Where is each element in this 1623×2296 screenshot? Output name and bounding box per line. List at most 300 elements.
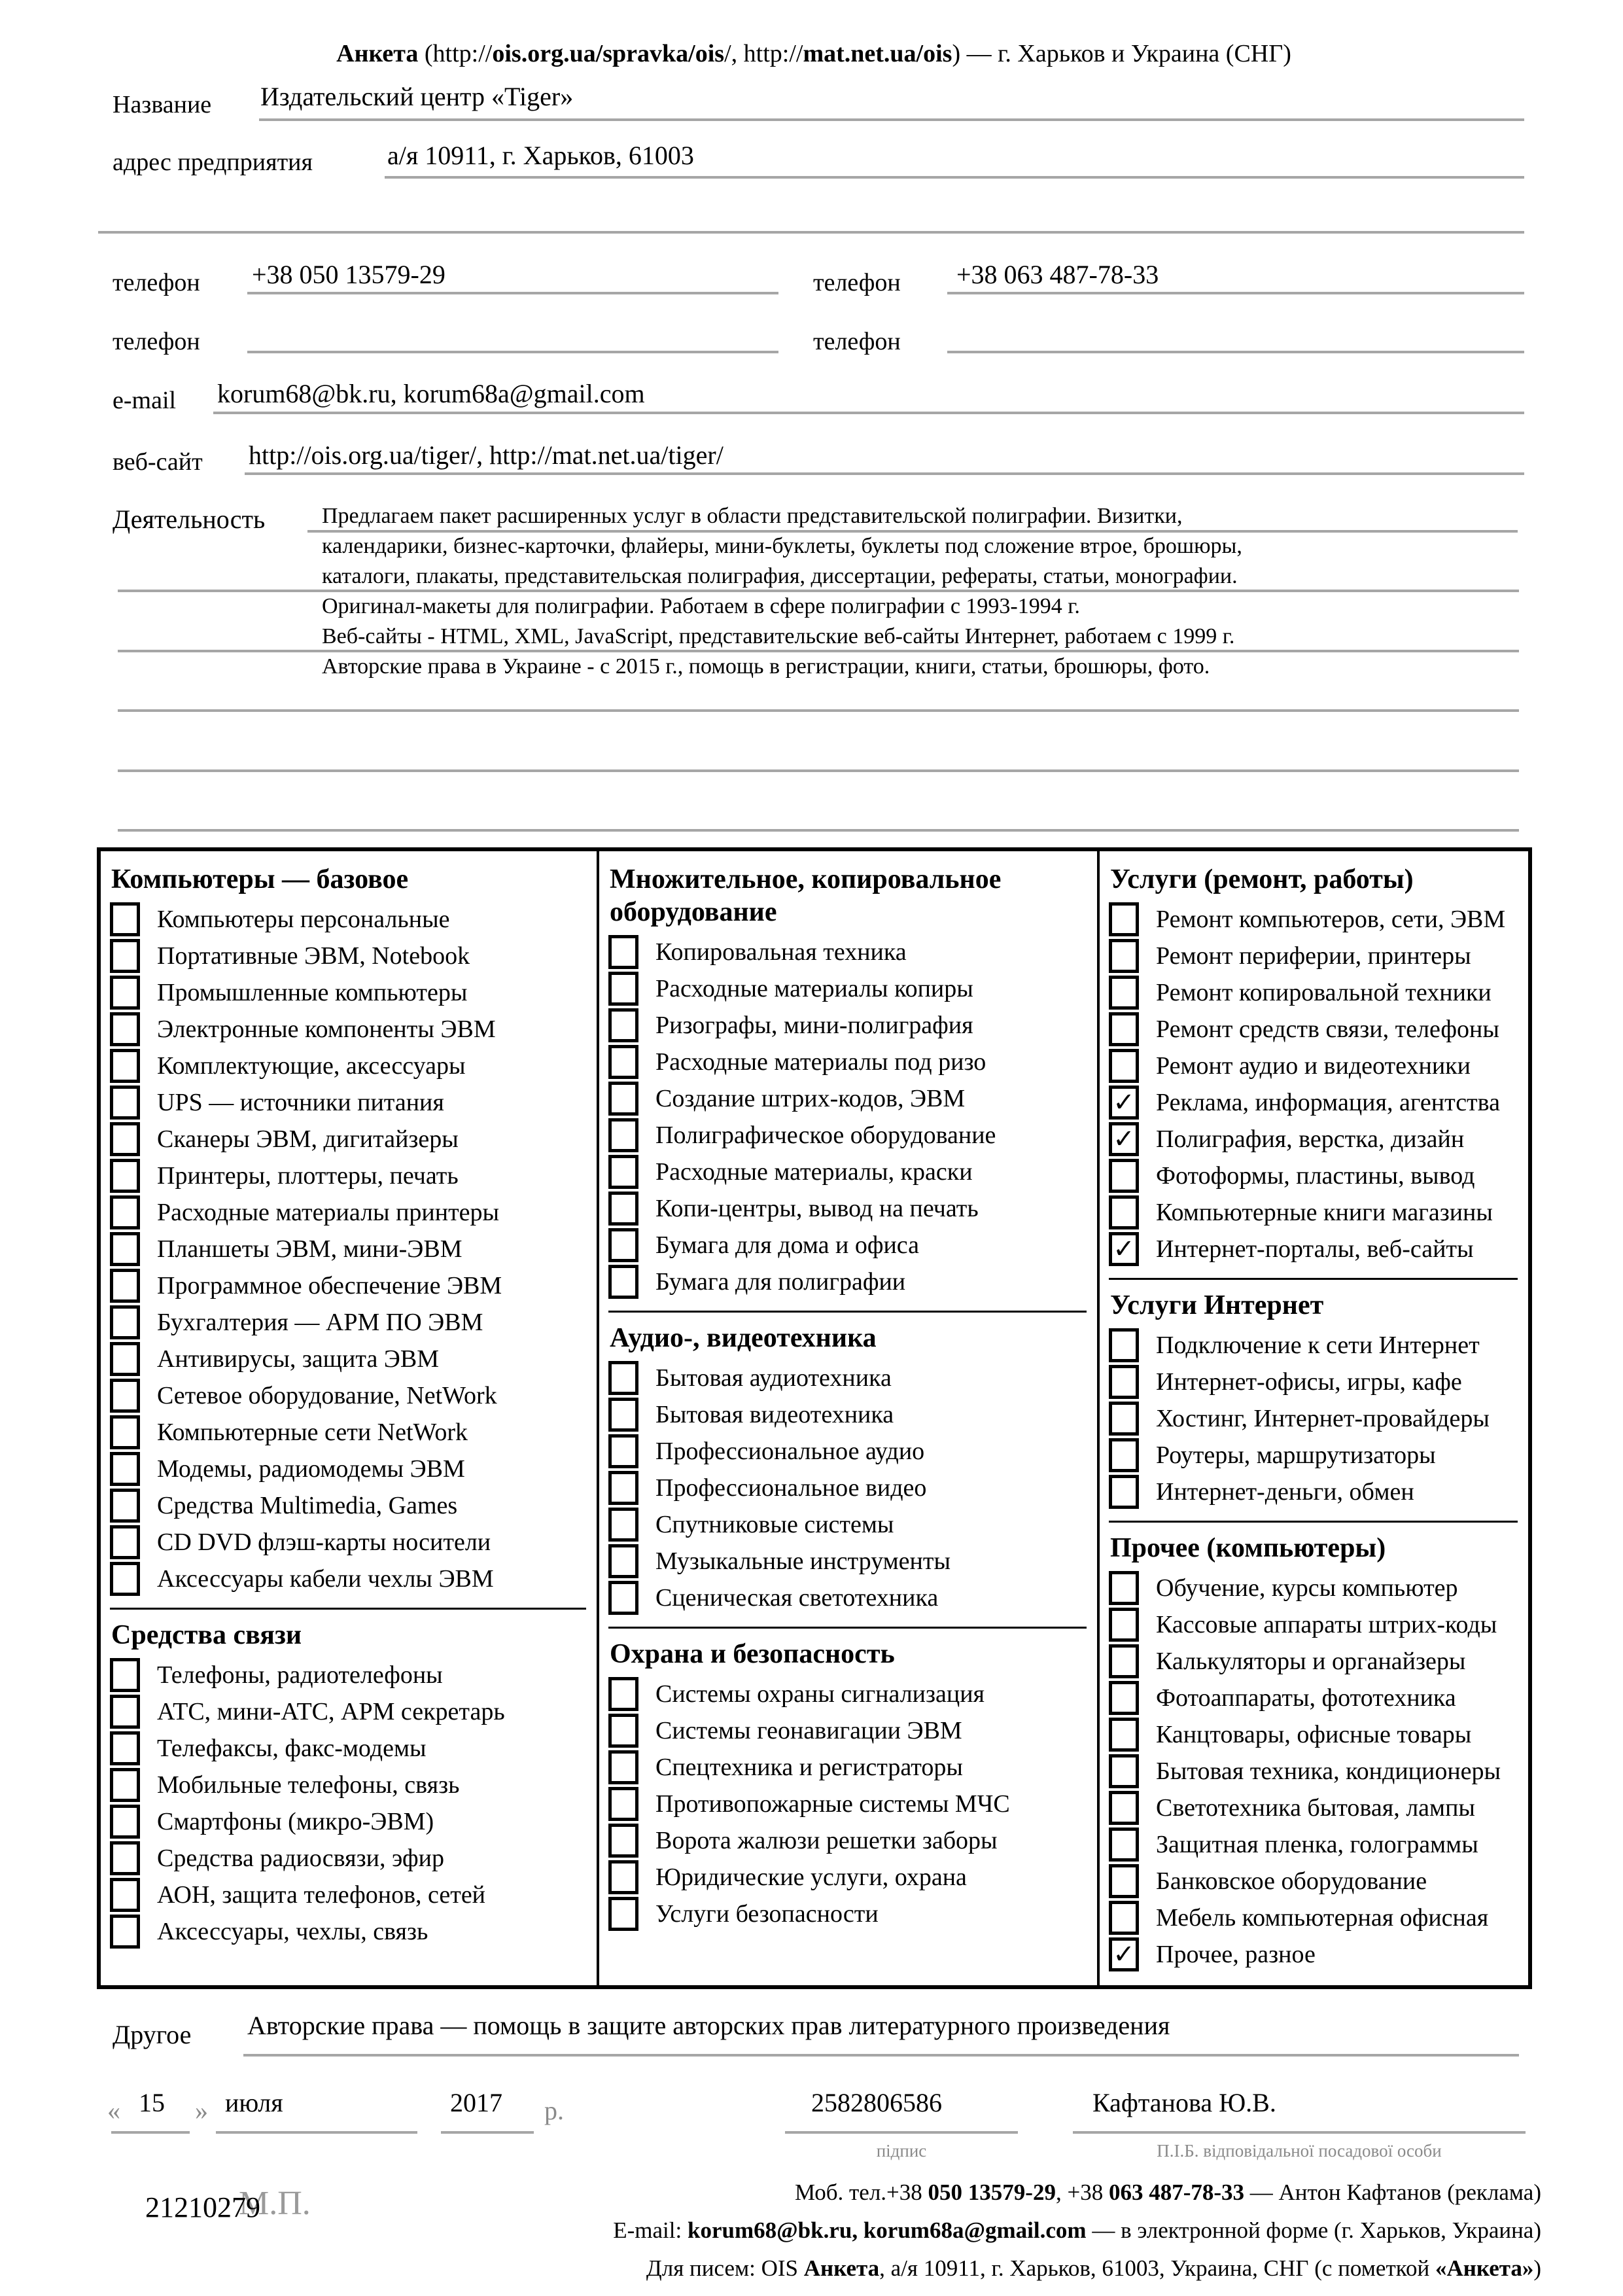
checkbox-label: Бумага для полиграфии	[655, 1268, 906, 1296]
checkbox-label: Копировальная техника	[655, 938, 907, 966]
address-value: а/я 10911, г. Харьков, 61003	[387, 141, 694, 170]
checklist-item	[1109, 1680, 1518, 1716]
email-bold: korum68@bk.ru, korum68a@gmail.com	[687, 2217, 1087, 2243]
checklist-item	[1109, 1790, 1518, 1826]
address-underline[interactable]	[385, 176, 1524, 179]
checkbox[interactable]	[608, 1544, 638, 1578]
checklist-item	[110, 1524, 591, 1561]
date-day-underline[interactable]	[111, 2131, 190, 2134]
anketa-bold: Анкета	[803, 2255, 880, 2281]
checkbox-label: Хостинг, Интернет-провайдеры	[1156, 1405, 1490, 1432]
checkbox[interactable]	[1109, 902, 1139, 936]
checkbox-label: Аксессуары кабели чехлы ЭВМ	[157, 1565, 494, 1593]
stamp-placeholder: М.П.	[239, 2185, 311, 2222]
text-segment: — в электронной форме (г. Харьков, Украина)	[1086, 2217, 1541, 2243]
checkbox[interactable]	[1109, 1438, 1139, 1472]
checkbox[interactable]	[608, 1750, 638, 1784]
checkbox[interactable]	[608, 1082, 638, 1116]
checkbox-label: Антивирусы, защита ЭВМ	[157, 1345, 440, 1373]
title-segment: ) — г. Харьков и Украина (СНГ)	[952, 40, 1291, 67]
phone3-label: телефон	[113, 328, 200, 355]
checkbox[interactable]	[110, 1915, 140, 1949]
checklist-item	[110, 1803, 586, 1840]
category-section	[608, 863, 1092, 1300]
checklist-item	[1109, 1364, 1518, 1400]
phone-bold: 050 13579-29	[928, 2180, 1056, 2205]
checkbox-label: Аксессуары, чехлы, связь	[157, 1918, 428, 1945]
checkbox[interactable]	[110, 1562, 140, 1596]
checkbox-label: Телефаксы, факс-модемы	[157, 1735, 427, 1762]
checkbox-label: Мобильные телефоны, связь	[157, 1771, 460, 1799]
official-caption: П.І.Б. відповідальної посадової особи	[1157, 2141, 1442, 2161]
checkbox-label: Бытовая видеотехника	[655, 1401, 894, 1428]
text-segment: E-mail:	[613, 2217, 688, 2243]
checkbox-label: Интернет-порталы, веб-сайты	[1156, 1235, 1474, 1263]
checklist-item	[110, 1267, 591, 1304]
checklist-item	[110, 1011, 591, 1048]
checkbox[interactable]	[608, 1265, 638, 1299]
category-section	[110, 1608, 586, 1950]
checkbox[interactable]	[1109, 1571, 1139, 1605]
checkbox[interactable]	[110, 1878, 140, 1912]
category-section	[608, 1627, 1087, 1932]
date-year-underline[interactable]	[441, 2131, 534, 2134]
checkbox-label: Фотоаппараты, фототехника	[1156, 1684, 1456, 1712]
checkbox[interactable]	[1109, 1644, 1139, 1678]
checklist-item	[110, 1414, 591, 1451]
checkbox-label: Роутеры, маршрутизаторы	[1156, 1441, 1436, 1469]
contact-line-email	[589, 2212, 1541, 2250]
checklist-item	[608, 1822, 1087, 1859]
checklist-item	[608, 1227, 1092, 1263]
checkbox-label: Калькуляторы и органайзеры	[1156, 1648, 1466, 1675]
checkbox-label: Расходные материалы принтеры	[157, 1199, 500, 1226]
checkbox-label: Ремонт компьютеров, сети, ЭВМ	[1156, 906, 1506, 933]
checklist-item	[1109, 1863, 1518, 1899]
checkbox-label: Сканеры ЭВМ, дигитайзеры	[157, 1125, 459, 1153]
checkbox[interactable]	[608, 1787, 638, 1821]
checkbox[interactable]	[110, 1379, 140, 1413]
phone1-label: телефон	[113, 269, 200, 296]
text-segment: Моб. тел.+38	[794, 2180, 928, 2205]
phone-bold: 063 487-78-33	[1108, 2180, 1245, 2205]
activity-rule[interactable]	[118, 829, 1519, 832]
checklist-item	[110, 1693, 586, 1730]
checkbox[interactable]	[608, 1155, 638, 1189]
checklist-item	[1109, 1194, 1523, 1231]
category-column-copying	[599, 851, 1100, 1985]
checkbox[interactable]	[608, 1824, 638, 1858]
checkbox-label: Промышленные компьютеры	[157, 979, 468, 1006]
checkbox[interactable]	[608, 935, 638, 969]
checkbox[interactable]	[110, 1658, 140, 1692]
checklist-item	[1109, 901, 1523, 938]
phone2-label: телефон	[813, 269, 901, 296]
checklist-item	[1109, 1157, 1523, 1194]
checkbox[interactable]	[608, 972, 638, 1006]
checklist-item	[1109, 1606, 1518, 1643]
checkbox[interactable]	[110, 1049, 140, 1083]
checklist-item	[608, 934, 1092, 970]
checklist-item	[1109, 1899, 1518, 1936]
activity-line: календарики, бизнес-карточки, флайеры, мини-буклеты, буклеты под сложение втрое, брошюры,	[322, 534, 1242, 558]
section-title: Прочее (компьютеры)	[1110, 1533, 1386, 1563]
address-label: адрес предприятия	[113, 149, 313, 176]
checkbox[interactable]	[1109, 1159, 1139, 1193]
phone1-underline[interactable]	[247, 292, 778, 294]
section-title: Услуги (ремонт, работы)	[1110, 864, 1414, 894]
checkbox[interactable]	[1109, 1608, 1139, 1642]
section-title: Средства связи	[111, 1620, 302, 1650]
title-segment: /, http://	[724, 40, 803, 67]
checkbox-label: Расходные материалы копиры	[655, 975, 973, 1002]
checklist-item	[110, 1767, 586, 1803]
checkbox[interactable]	[1109, 1328, 1139, 1362]
checkbox-label: Интернет-офисы, игры, кафе	[1156, 1368, 1462, 1396]
checkbox-label: Программное обеспечение ЭВМ	[157, 1272, 502, 1299]
other-value: Авторские права — помощь в защите авторских прав литературного произведения	[247, 2011, 1170, 2040]
checkbox[interactable]	[608, 1045, 638, 1079]
checkbox-label: Интернет-деньги, обмен	[1156, 1478, 1414, 1506]
checkbox-label: CD DVD флэш-карты носители	[157, 1528, 491, 1556]
name-underline[interactable]	[259, 118, 1524, 121]
checkbox-label: Бытовая аудиотехника	[655, 1364, 892, 1392]
checkbox[interactable]	[110, 1489, 140, 1523]
activity-line: Оригинал-макеты для полиграфии. Работаем в сфере полиграфии с 1993-1994 г.	[322, 594, 1080, 618]
checkbox-label: Средства Multimedia, Games	[157, 1492, 458, 1519]
checklist-item	[608, 1676, 1087, 1712]
checkbox[interactable]	[1109, 1681, 1139, 1715]
checkbox-label: Электронные компоненты ЭВМ	[157, 1016, 496, 1043]
checkbox-label: Прочее, разное	[1156, 1941, 1316, 1968]
checklist-item	[1109, 1570, 1518, 1606]
checkbox-label: Компьютерные сети NetWork	[157, 1419, 468, 1446]
checkbox[interactable]	[110, 1195, 140, 1229]
signature-underline[interactable]	[785, 2131, 1018, 2134]
checklist-item	[110, 1231, 591, 1267]
category-table	[97, 847, 1532, 1989]
checkbox-label: Сетевое оборудование, NetWork	[157, 1382, 497, 1409]
checkbox[interactable]	[110, 1269, 140, 1303]
checkbox-label: Ремонт периферии, принтеры	[1156, 942, 1471, 970]
checkbox[interactable]	[1109, 1475, 1139, 1509]
checkbox-label: Модемы, радиомодемы ЭВМ	[157, 1455, 465, 1483]
checkbox[interactable]: ✓	[1109, 1122, 1139, 1156]
checklist-item	[608, 1080, 1092, 1117]
checkbox[interactable]	[608, 1677, 638, 1711]
checkbox-label: Полиграфическое оборудование	[655, 1122, 996, 1149]
checkbox[interactable]	[1109, 1195, 1139, 1229]
checklist-item	[608, 970, 1092, 1007]
official-name: Кафтанова Ю.В.	[1092, 2088, 1276, 2117]
checklist-item	[1109, 1936, 1518, 1973]
checkbox-label: Смартфоны (микро-ЭВМ)	[157, 1808, 434, 1835]
checklist-item	[608, 1749, 1087, 1786]
checkbox-label: Спецтехника и регистраторы	[655, 1754, 963, 1781]
website-label: веб-сайт	[113, 448, 203, 476]
contact-line-mail-address	[589, 2250, 1541, 2287]
checklist-item	[110, 1304, 591, 1341]
activity-line: Предлагаем пакет расширенных услуг в области представительской полиграфии. Визитки,	[322, 504, 1183, 528]
checkbox[interactable]	[110, 1012, 140, 1046]
checkbox[interactable]	[608, 1581, 638, 1615]
checkbox[interactable]	[1109, 1012, 1139, 1046]
checklist-item	[110, 1451, 591, 1487]
checkbox-label: Расходные материалы, краски	[655, 1158, 973, 1186]
checklist-item	[110, 974, 591, 1011]
checkbox[interactable]	[1109, 1901, 1139, 1935]
official-underline[interactable]	[1073, 2131, 1526, 2134]
anketa-bold: «Анкета»	[1435, 2255, 1534, 2281]
checkbox[interactable]	[1109, 1049, 1139, 1083]
checklist-item	[110, 901, 591, 938]
checklist-item	[1109, 938, 1523, 974]
checkbox[interactable]	[110, 939, 140, 973]
checkbox-label: Создание штрих-кодов, ЭВМ	[655, 1085, 966, 1112]
title-url-1: ois.org.ua/spravka/ois	[492, 40, 725, 67]
checklist-item	[608, 1896, 1087, 1932]
checkbox[interactable]	[110, 902, 140, 936]
category-column-services	[1100, 851, 1528, 1985]
checkbox[interactable]	[1109, 939, 1139, 973]
checkbox[interactable]	[608, 1471, 638, 1505]
checklist-item	[110, 1121, 591, 1157]
checkbox[interactable]	[608, 1860, 638, 1894]
checkbox-label: Планшеты ЭВМ, мини-ЭВМ	[157, 1235, 462, 1263]
checkbox[interactable]: ✓	[1109, 1232, 1139, 1266]
phone4-label: телефон	[813, 328, 901, 355]
checkbox-label: Противопожарные системы МЧС	[655, 1790, 1010, 1818]
checkbox[interactable]	[110, 1452, 140, 1486]
activity-label: Деятельность	[113, 504, 266, 534]
category-section	[1109, 1521, 1518, 1973]
checkbox-label: Ворота жалюзи решетки заборы	[655, 1827, 998, 1854]
category-section	[1109, 1278, 1518, 1510]
checklist-item	[608, 1263, 1092, 1300]
checklist-item	[110, 1487, 591, 1524]
checkbox[interactable]	[110, 1731, 140, 1765]
checklist-item	[608, 1117, 1092, 1154]
checkbox-label: Расходные материалы под ризо	[655, 1048, 986, 1076]
other-underline[interactable]	[243, 2054, 1519, 2057]
checkbox[interactable]	[110, 1695, 140, 1729]
name-value: Издательский центр «Tiger»	[260, 82, 574, 111]
other-label: Другое	[113, 2020, 192, 2049]
signature-value: 2582806586	[811, 2088, 942, 2117]
checkbox[interactable]: ✓	[1109, 1937, 1139, 1971]
checklist-item	[110, 1194, 591, 1231]
date-month-underline[interactable]	[216, 2131, 417, 2134]
section-title: Множительное, копировальное оборудование	[610, 864, 1002, 927]
checkbox[interactable]	[608, 1398, 638, 1432]
date-close-quote: »	[195, 2096, 208, 2125]
text-segment: )	[1533, 2255, 1541, 2281]
text-segment: Для писем: OIS	[646, 2255, 804, 2281]
checkbox-label: Компьютеры персональные	[157, 906, 450, 933]
checkbox[interactable]	[1109, 1828, 1139, 1862]
checkbox[interactable]	[608, 1361, 638, 1395]
checkbox-label: Светотехника бытовая, лампы	[1156, 1794, 1475, 1822]
checkbox-label: АОН, защита телефонов, сетей	[157, 1881, 486, 1909]
checkbox[interactable]	[110, 1525, 140, 1559]
checklist-item	[608, 1396, 1087, 1433]
checklist-item	[110, 1084, 591, 1121]
name-label: Название	[113, 91, 212, 118]
checklist-item	[608, 1786, 1087, 1822]
checkbox[interactable]	[608, 1434, 638, 1468]
checkbox[interactable]	[110, 1086, 140, 1120]
form-title: Анкета	[336, 40, 419, 67]
category-column-computers	[101, 851, 599, 1985]
checkbox[interactable]	[110, 1415, 140, 1449]
checkbox[interactable]: ✓	[1109, 1086, 1139, 1120]
checkbox-label: Бытовая техника, кондиционеры	[1156, 1757, 1501, 1785]
email-underline[interactable]	[213, 412, 1524, 414]
checkbox[interactable]	[110, 1305, 140, 1339]
date-month: июля	[225, 2088, 283, 2117]
checkbox[interactable]	[110, 1841, 140, 1875]
contact-line-phones	[589, 2174, 1541, 2212]
checkbox-label: Канцтовары, офисные товары	[1156, 1721, 1472, 1748]
section-title: Охрана и безопасность	[610, 1639, 895, 1669]
checklist-item	[110, 1840, 586, 1877]
checkbox[interactable]	[608, 1118, 638, 1152]
checklist-item	[110, 1877, 586, 1913]
checklist-item	[110, 1341, 591, 1377]
email-value: korum68@bk.ru, korum68a@gmail.com	[217, 379, 645, 408]
checkbox-label: Бухгалтерия — АРМ ПО ЭВМ	[157, 1309, 483, 1336]
checkbox-label: Музыкальные инструменты	[655, 1547, 951, 1575]
text-segment: , а/я 10911, г. Харьков, 61003, Украина, СНГ (с пометкой	[879, 2255, 1435, 2281]
checklist-item	[110, 1657, 586, 1693]
address-extra-line[interactable]	[98, 231, 1524, 234]
checkbox[interactable]	[608, 1714, 638, 1748]
checkbox-label: Ремонт аудио и видеотехники	[1156, 1052, 1471, 1080]
category-section	[1109, 863, 1523, 1267]
checkbox-label: Компьютерные книги магазины	[1156, 1199, 1493, 1226]
checkbox[interactable]	[110, 1805, 140, 1839]
checkbox-label: Комплектующие, аксессуары	[157, 1052, 466, 1080]
activity-line: каталоги, плакаты, представительская полиграфия, диссертации, рефераты, статьи, монографии.	[322, 564, 1238, 588]
checklist-item	[1109, 1400, 1518, 1437]
checkbox[interactable]	[110, 976, 140, 1010]
checkbox[interactable]	[608, 1508, 638, 1542]
checkbox-label: Полиграфия, верстка, дизайн	[1156, 1125, 1465, 1153]
checkbox-label: Фотоформы, пластины, вывод	[1156, 1162, 1475, 1190]
checkbox-label: UPS — источники питания	[157, 1089, 444, 1116]
checkbox[interactable]	[1109, 1402, 1139, 1436]
checklist-item	[608, 1360, 1087, 1396]
activity-rule[interactable]	[118, 769, 1519, 772]
checkbox[interactable]	[608, 1192, 638, 1226]
checklist-item	[608, 1470, 1087, 1506]
website-underline[interactable]	[245, 472, 1524, 475]
checkbox-label: Мебель компьютерная офисная	[1156, 1904, 1489, 1932]
checklist-item	[1109, 1048, 1523, 1084]
phone4-underline[interactable]	[947, 351, 1524, 353]
checkbox[interactable]	[110, 1159, 140, 1193]
checklist-item	[1109, 1231, 1523, 1267]
checkbox-label: АТС, мини-АТС, АРМ секретарь	[157, 1698, 505, 1725]
checkbox-label: Реклама, информация, агентства	[1156, 1089, 1500, 1116]
checkbox[interactable]	[1109, 1754, 1139, 1788]
signature-caption: підпис	[876, 2141, 927, 2161]
contact-block	[589, 2174, 1541, 2287]
checkbox-label: Ремонт копировальной техники	[1156, 979, 1492, 1006]
section-title: Услуги Интернет	[1110, 1290, 1324, 1320]
checkbox[interactable]	[110, 1768, 140, 1802]
checkbox-label: Профессиональное видео	[655, 1474, 927, 1502]
checkbox-label: Средства радиосвязи, эфир	[157, 1845, 444, 1872]
checklist-item	[110, 1913, 586, 1950]
checkbox-label: Системы геонавигации ЭВМ	[655, 1717, 962, 1744]
section-title: Аудио-, видеотехника	[610, 1323, 877, 1353]
checkbox-label: Защитная пленка, голограммы	[1156, 1831, 1478, 1858]
text-segment: , +38	[1055, 2180, 1109, 2205]
checkbox[interactable]	[608, 1897, 638, 1931]
checklist-item	[608, 1580, 1087, 1616]
checkbox-label: Кассовые аппараты штрих-коды	[1156, 1611, 1497, 1638]
checklist-item	[110, 938, 591, 974]
checkbox[interactable]	[110, 1122, 140, 1156]
checkbox[interactable]	[1109, 976, 1139, 1010]
checkbox-label: Услуги безопасности	[655, 1900, 879, 1928]
date-day: 15	[139, 2088, 165, 2117]
checkbox[interactable]	[608, 1008, 638, 1042]
phone1-value: +38 050 13579-29	[252, 260, 445, 289]
title-segment: (http://	[418, 40, 493, 67]
form-title-line	[97, 39, 1531, 68]
checklist-item	[608, 1543, 1087, 1580]
email-label: e-mail	[113, 387, 177, 414]
checklist-item	[608, 1154, 1092, 1190]
checklist-item	[608, 1859, 1087, 1896]
checkbox[interactable]	[110, 1342, 140, 1376]
checklist-item	[110, 1377, 591, 1414]
checklist-item	[1109, 1753, 1518, 1790]
checklist-item	[608, 1190, 1092, 1227]
activity-line: Веб-сайты - HTML, XML, JavaScript, представительские веб-сайты Интернет, работаем с 1999 г.	[322, 624, 1235, 648]
category-section	[608, 1311, 1087, 1616]
checklist-item	[110, 1048, 591, 1084]
checklist-item	[110, 1561, 591, 1597]
checklist-item	[1109, 1643, 1518, 1680]
checkbox-label: Спутниковые системы	[655, 1511, 894, 1538]
activity-text	[322, 501, 1480, 682]
phone2-underline[interactable]	[947, 292, 1524, 294]
checkbox[interactable]	[608, 1228, 638, 1262]
phone2-value: +38 063 487-78-33	[956, 260, 1159, 289]
activity-rule[interactable]	[118, 709, 1519, 712]
checklist-item	[1109, 1121, 1523, 1157]
checkbox-label: Сценическая светотехника	[655, 1584, 939, 1612]
checkbox-label: Портативные ЭВМ, Notebook	[157, 942, 470, 970]
checklist-item	[1109, 1826, 1518, 1863]
checkbox-label: Копи-центры, вывод на печать	[655, 1195, 979, 1222]
checkbox-label: Системы охраны сигнализация	[655, 1680, 985, 1708]
checkbox[interactable]	[1109, 1718, 1139, 1752]
checklist-item	[608, 1506, 1087, 1543]
checkbox[interactable]	[1109, 1864, 1139, 1898]
checkbox[interactable]	[1109, 1365, 1139, 1399]
checkbox[interactable]	[1109, 1791, 1139, 1825]
checklist-item	[1109, 1716, 1518, 1753]
checklist-item	[1109, 1084, 1523, 1121]
checkbox-label: Ремонт средств связи, телефоны	[1156, 1016, 1499, 1043]
phone3-underline[interactable]	[247, 351, 778, 353]
checklist-item	[110, 1730, 586, 1767]
checkbox[interactable]	[110, 1232, 140, 1266]
